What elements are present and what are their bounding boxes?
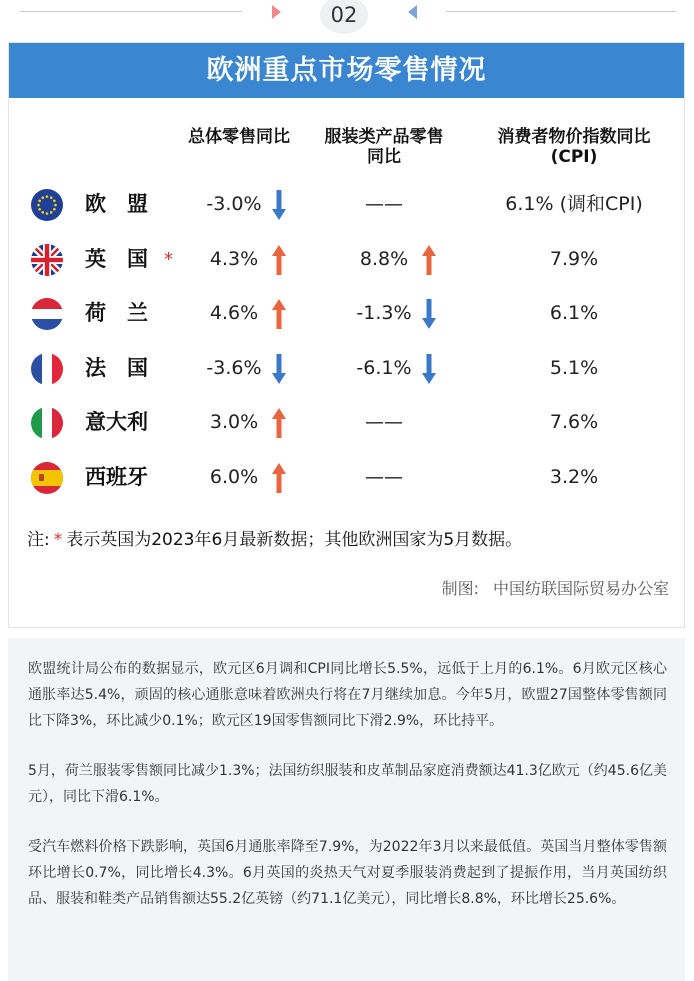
triangle-left-icon — [408, 5, 417, 19]
arrow-down-icon — [271, 190, 287, 220]
country-name: 西班牙 — [85, 465, 148, 489]
country-name: 意大利 — [85, 410, 148, 435]
table-row — [9, 401, 684, 455]
apparel-retail-value: -1.3% — [356, 302, 412, 325]
table-row — [9, 183, 684, 237]
section-header — [0, 0, 694, 40]
table-row — [9, 347, 684, 401]
arrow-up-icon — [271, 463, 287, 493]
apparel-retail-value: 8.8% — [359, 247, 409, 270]
arrow-down-icon — [421, 299, 437, 329]
divider-left — [20, 11, 242, 12]
table-row — [9, 456, 684, 510]
cpi-value: 3.2% — [549, 466, 599, 488]
paragraph: 欧盟统计局公布的数据显示，欧元区6月调和CPI同比增长5.5%，远低于上月的6.1%。6月欧元区核心通胀率达5.4%，顽固的核心通胀意味着欧洲央行将在7月继续加息。今年5月，欧盟27国整体零售额同比下降3%，环比减少0.1%；欧元区19国零售额同比下滑2.9%，环比持平。 — [28, 661, 667, 729]
total-retail-value: -3.0% — [206, 193, 262, 215]
article-body — [8, 638, 685, 981]
apparel-retail-value: —— — [365, 193, 403, 215]
italy-flag-icon — [31, 407, 63, 439]
latest-data-marker: * — [164, 248, 173, 270]
retail-table-card — [8, 42, 685, 628]
country-name: 欧 盟 — [85, 192, 148, 216]
arrow-down-icon — [271, 354, 287, 384]
cpi-value: 7.9% — [549, 247, 599, 270]
spain-flag-icon — [31, 462, 63, 494]
table-row — [9, 292, 684, 346]
country-name: 英 国 — [85, 246, 148, 271]
uk-flag-icon — [31, 244, 63, 276]
arrow-up-icon — [421, 245, 437, 275]
arrow-down-icon — [421, 354, 437, 384]
apparel-retail-value: —— — [365, 466, 403, 488]
paragraph: 受汽车燃料价格下跌影响，英国6月通胀率降至7.9%，为2022年3月以来最低值。英国当月整体零售额环比增长0.7%，同比增长4.3%。6月英国的炎热天气对夏季服装消费起到了提振作用，当月英国纺织品、服装和鞋类产品销售额达55.2亿英镑（约71.1亿美元），同比增长8.8%，环比增长25.6%。 — [28, 839, 667, 907]
header-total-retail: 总体零售同比 — [188, 127, 290, 147]
header-apparel-retail: 服装类产品零售 同比 — [324, 127, 444, 167]
eu-flag-icon — [31, 189, 63, 221]
table-note: 注: * 表示英国为2023年6月最新数据；其他欧洲国家为5月数据。 — [27, 530, 523, 550]
header-cpi: 消费者物价指数同比 (CPI) — [497, 127, 651, 167]
arrow-up-icon — [271, 299, 287, 329]
total-retail-value: 4.3% — [209, 247, 259, 270]
total-retail-value: 6.0% — [209, 466, 259, 488]
cpi-value: 6.1% — [549, 302, 599, 325]
france-flag-icon — [31, 353, 63, 385]
card-title: 欧洲重点市场零售情况 — [206, 55, 487, 86]
arrow-up-icon — [271, 245, 287, 275]
card-banner — [9, 43, 684, 98]
total-retail-value: 4.6% — [209, 302, 259, 325]
cpi-value: 5.1% — [549, 356, 599, 379]
apparel-retail-value: —— — [365, 411, 403, 434]
country-name: 法 国 — [85, 355, 148, 380]
divider-right — [446, 11, 676, 12]
netherlands-flag-icon — [31, 298, 63, 330]
triangle-right-icon — [272, 5, 281, 19]
cpi-value: 7.6% — [549, 411, 599, 434]
arrow-up-icon — [271, 408, 287, 438]
paragraph: 5月，荷兰服装零售额同比减少1.3%；法国纺织服装和皮革制品家庭消费额达41.3亿欧元（约45.6亿美元），同比下滑6.1%。 — [28, 763, 667, 805]
country-name: 荷 兰 — [85, 301, 148, 326]
cpi-value: 6.1% (调和CPI) — [505, 193, 643, 215]
total-retail-value: -3.6% — [206, 356, 262, 379]
chart-credit: 制图: 中国纺联国际贸易办公室 — [441, 579, 669, 598]
total-retail-value: 3.0% — [209, 411, 259, 434]
section-number: 02 — [320, 0, 368, 34]
apparel-retail-value: -6.1% — [356, 356, 412, 379]
table-row — [9, 238, 684, 292]
